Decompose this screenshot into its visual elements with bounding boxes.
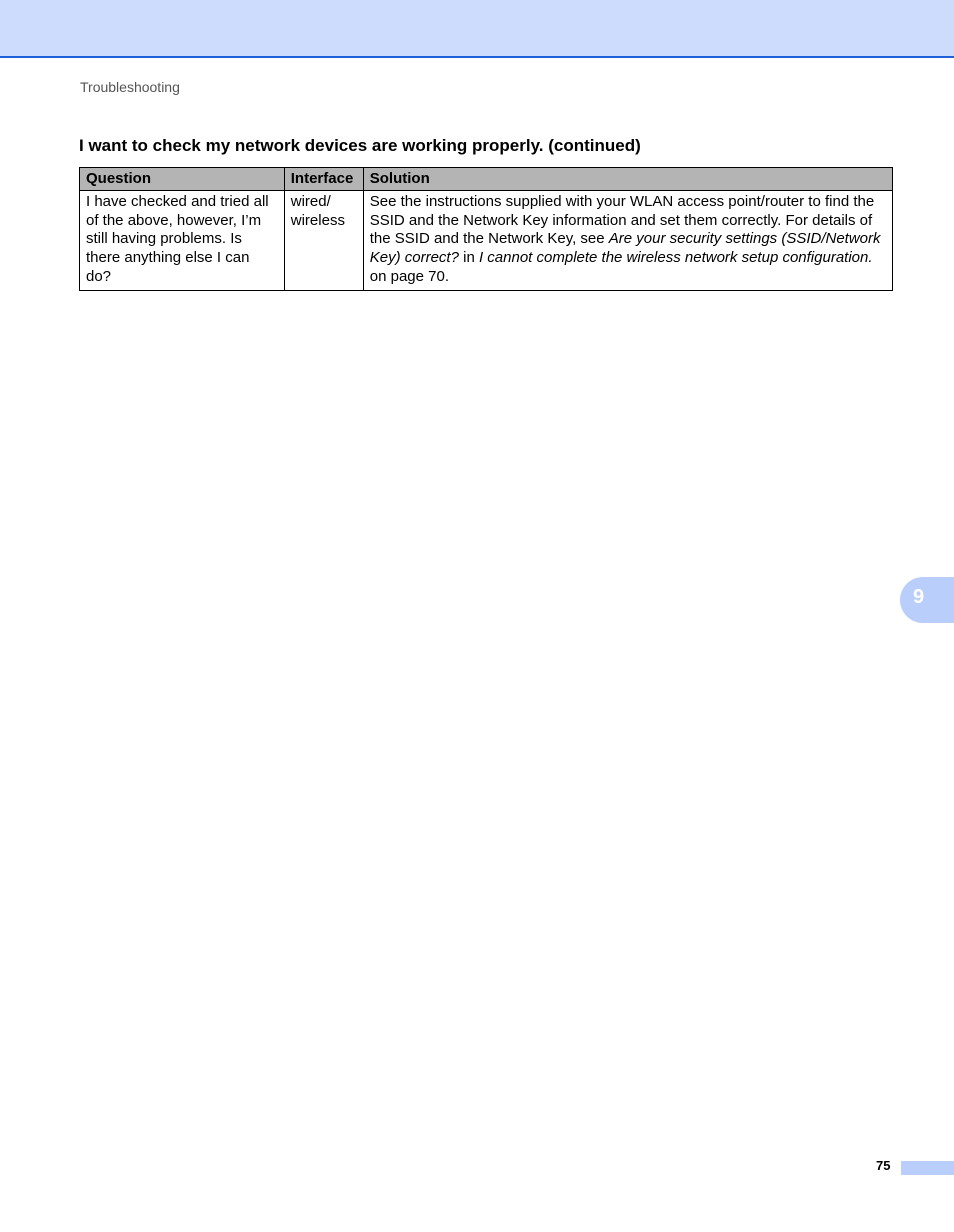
header-band [0,0,954,58]
wireless-setup-reference: I cannot complete the wireless network setup configuration. [478,249,873,267]
page-number-bar [901,1161,954,1175]
solution-text-in: in [458,249,479,267]
column-header-interface: Interface [284,168,363,191]
running-header: Troubleshooting [80,79,180,95]
solution-text: See the instructions supplied with your WLAN access point/router to find the SSID and the Network Key information and set them correctly. For details of the SSID and the Network Key, see [369,193,875,248]
chapter-number: 9 [913,586,925,608]
solution-cell [363,191,892,291]
troubleshooting-table [79,167,893,291]
interface-cell: wired/ wireless [284,191,363,291]
chapter-tab [900,577,954,623]
page-number: 75 [876,1158,891,1173]
question-cell: I have checked and tried all of the above, however, I’m still having problems. Is there anything else I can do? [80,191,285,291]
column-header-question: Question [80,168,285,191]
security-settings-reference: Are your security settings (SSID/Network Key) correct? [369,230,881,267]
solution-text-page: on page 70. [369,267,449,285]
section-heading: I want to check my network devices are working properly. (continued) [79,136,641,155]
table-row [80,191,893,291]
column-header-solution: Solution [363,168,892,191]
table-header-row [80,168,893,191]
